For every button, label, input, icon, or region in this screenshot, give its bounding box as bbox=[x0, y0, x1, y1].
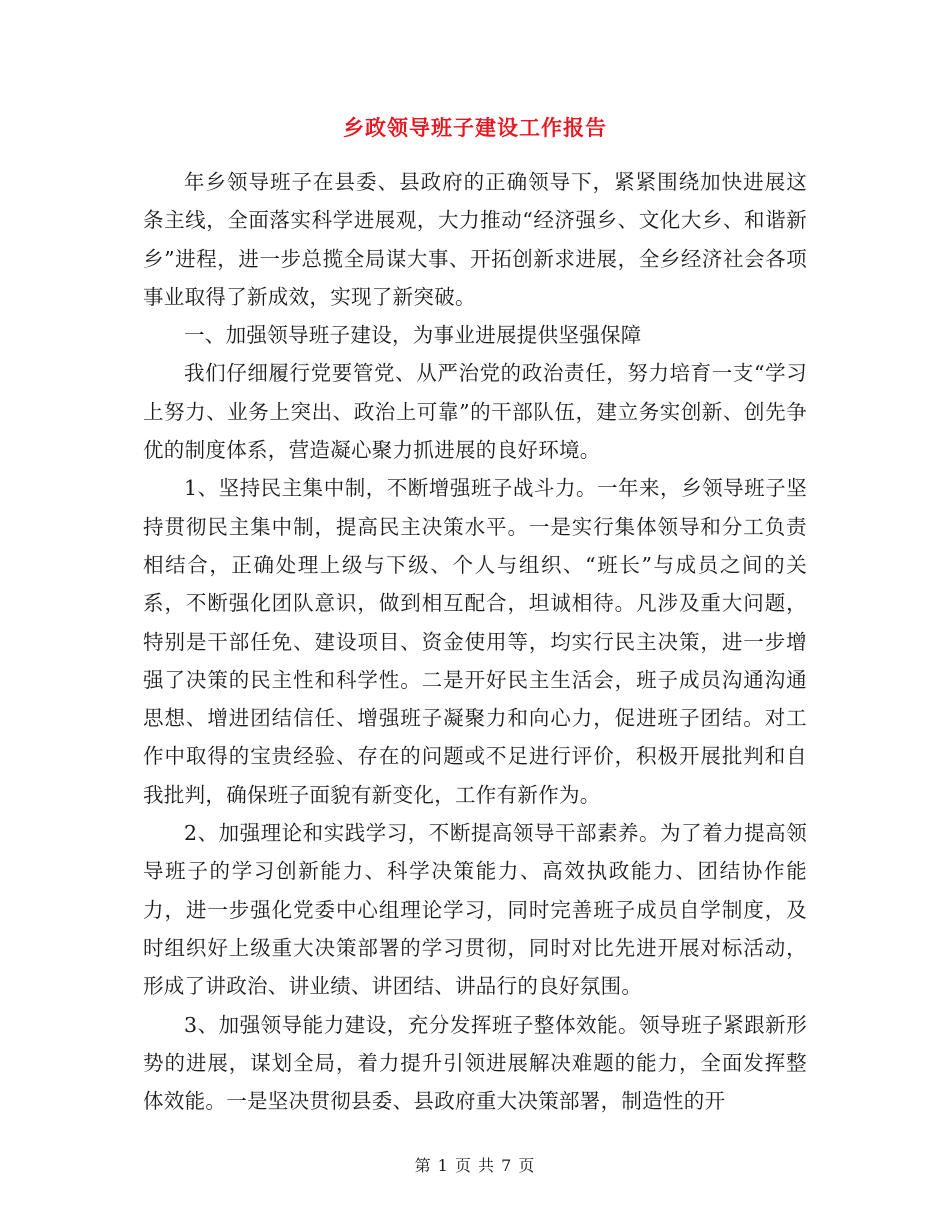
paragraph-section-1: 我们仔细履行党要管党、从严治党的政治责任，努力培育一支“学习上努力、业务上突出、政治上可靠”的干部队伍，建立务实创新、创先争优的制度体系，营造凝心聚力抓进展的良好环境。 bbox=[143, 361, 807, 463]
paragraph-item-2: 2、加强理论和实践学习，不断提高领导干部素养。为了着力提高领导班子的学习创新能力、科学决策能力、高效执政能力、团结协作能力，进一步强化党委中心组理论学习，同时完善班子成员自学制度，及时组织好上级重大决策部署的学习贯彻，同时对比先进开展对标活动，形成了讲政治、讲业绩、讲团结、讲品行的良好氛围。 bbox=[143, 821, 807, 999]
paragraph-item-1: 1、坚持民主集中制，不断增强班子战斗力。一年来，乡领导班子坚持贯彻民主集中制，提高民主决策水平。一是实行集体领导和分工负责相结合，正确处理上级与下级、个人与组织、“班长”与成员之间的关系，不断强化团队意识，做到相互配合，坦诚相待。凡涉及重大问题，特别是干部任免、建设项目、资金使用等，均实行民主决策，进一步增强了决策的民主性和科学性。二是开好民主生活会，班子成员沟通沟通思想、增进团结信任、增强班子凝聚力和向心力，促进班子团结。对工作中取得的宝贵经验、存在的问题或不足进行评价，积极开展批判和自我批判，确保班子面貌有新变化，工作有新作为。 bbox=[143, 476, 807, 807]
section-heading-1: 一、加强领导班子建设，为事业进展提供坚强保障 bbox=[184, 323, 642, 348]
paragraph-intro: 年乡领导班子在县委、县政府的正确领导下，紧紧围绕加快进展这条主线，全面落实科学进展观，大力推动“经济强乡、文化大乡、和谐新乡”进程，进一步总揽全局谋大事、开拓创新求进展，全乡经济社会各项事业取得了新成效，实现了新突破。 bbox=[143, 170, 807, 309]
paragraph-item-3: 3、加强领导能力建设，充分发挥班子整体效能。领导班子紧跟新形势的进展，谋划全局，着力提升引领进展解决难题的能力，全面发挥整体效能。一是坚决贯彻县委、县政府重大决策部署，制造性的开 bbox=[143, 1012, 807, 1114]
page-number: 第 1 页 共 7 页 bbox=[414, 1156, 536, 1175]
document-body bbox=[143, 163, 807, 1120]
document-title: 乡政领导班子建设工作报告 bbox=[343, 115, 607, 140]
